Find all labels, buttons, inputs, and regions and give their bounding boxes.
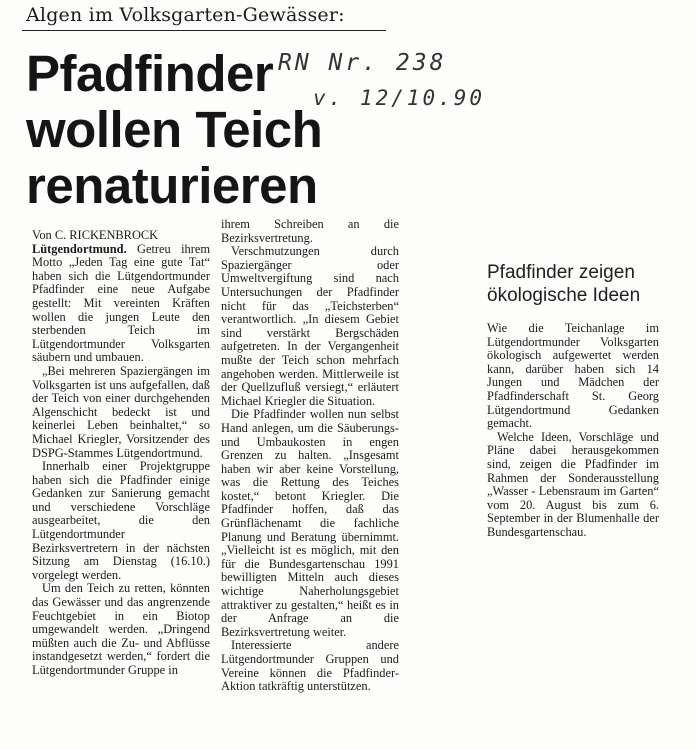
byline: Von C. RICKENBROCK [32, 228, 159, 242]
headline-line-2: wollen Teich [26, 101, 323, 158]
kicker: Algen im Volksgarten-Gewässer: [26, 4, 345, 26]
article-paragraph: Die Pfadfinder wollen nun selbst Hand anlegen, um die Säuberungs- und Umbaukosten in engen Grenzen zu halten. „Insgesamt haben wir aber keine Vorstellung, was die Rettung des Teiches kostet,“ betont Kriegler. Die Pfadfinder hoffen, daß das Grünflächenamt die fachliche Planung und Beratung übernimmt. „Vielleicht ist es möglich, mit den für die Bundesgartenschau 1991 bewilligten Mitteln auch dieses wichtige Naherholungsgebiet attraktiver zu gestalten,“ heißt es in der Anfrage an die Bezirksvertretung weiter. [221, 407, 399, 639]
headline-line-1: Pfadfinder [26, 45, 274, 102]
article-paragraph: Interessierte andere Lütgendortmunder Gruppen und Vereine können die Pfadfinder-Aktion tatkräftig unterstützen. [221, 638, 399, 694]
article-paragraph: Innerhalb einer Projektgruppe haben sich die Pfadfinder einige Gedanken zur Sanierung gemacht und verschiedene Vorschläge ausgearbeitet, die den Lütgendortmunder Bezirksvertretern in der nächsten Sitzung am Dienstag (16.10.) vorgelegt werden. [32, 459, 210, 582]
sidebar-body [487, 322, 659, 540]
article-paragraph: Verschmutzungen durch Spaziergänger oder Umweltvergiftung sind nach Untersuchungen der Pfadfinder nicht für das „Teichsterben“ verantwortlich. „In diesem Gebiet sind verstärkt Bergschäden aufgetreten. In der Vergangenheit mußte der Teich schon mehrfach angehoben werden. Mittlerweile ist der Quellzufluß versiegt,“ erläutert Michael Kriegler die Situation. [221, 244, 399, 408]
handwritten-note-1: RN Nr. 238 [278, 50, 447, 76]
article-paragraph [32, 243, 210, 365]
article-paragraph: Um den Teich zu retten, könnten das Gewässer und das angrenzende Feuchtgebiet in ein Biotop umgewandelt werden. „Dringend müßten auch die Zu- und Abflüsse instandgesetzt werden,“ fordert die Lütgendortmunder Gruppe in [32, 581, 210, 677]
kicker-rule [22, 30, 386, 31]
sidebar-paragraph: Welche Ideen, Vorschläge und Pläne dabei herausgekommen sind, zeigen die Pfadfinder im Rahmen der Sonderausstellung „Wasser - Lebensraum im Garten“ vom 20. August bis zum 6. September in der Blumenhalle der Bundesgartenschau. [487, 429, 659, 539]
article-text: Getreu ihrem Motto „Jeden Tag eine gute Tat“ haben sich die Lütgendortmunder Pfadfinder eine neue Aufgabe gestellt: Mit vereinten Kräften wollen die jungen Leute den sterbenden Teich im Lütgendortmunder Volksgarten säubern und umbauen. [32, 241, 210, 365]
sidebar-title: Pfadfinder zeigen ökologische Ideen [487, 262, 641, 306]
headline-line-3: renaturieren [26, 157, 318, 214]
article-paragraph: ihrem Schreiben an die Bezirksvertretung. [221, 217, 399, 245]
dateline: Lütgendortmund. [32, 241, 127, 256]
article-column-2 [221, 218, 399, 694]
handwritten-note-2: v. 12/10.90 [313, 86, 486, 110]
article-paragraph: „Bei mehreren Spaziergängen im Volksgarten ist uns aufgefallen, daß der Teich von einer durchgehenden Algenschicht bedeckt ist und keinerlei Leben beinhaltet,“ so Michael Kriegler, Vorsitzender des DSPG-Stammes Lütgendortmund. [32, 363, 210, 460]
article-column-1 [32, 229, 210, 678]
sidebar-paragraph: Wie die Teichanlage im Lütgendortmunder Volksgarten ökologisch aufgewertet werden kann, darüber haben sich 14 Jungen und Mädchen der Pfadfinderschaft St. Georg Lütgendortmund Gedanken gemacht. [487, 321, 659, 431]
